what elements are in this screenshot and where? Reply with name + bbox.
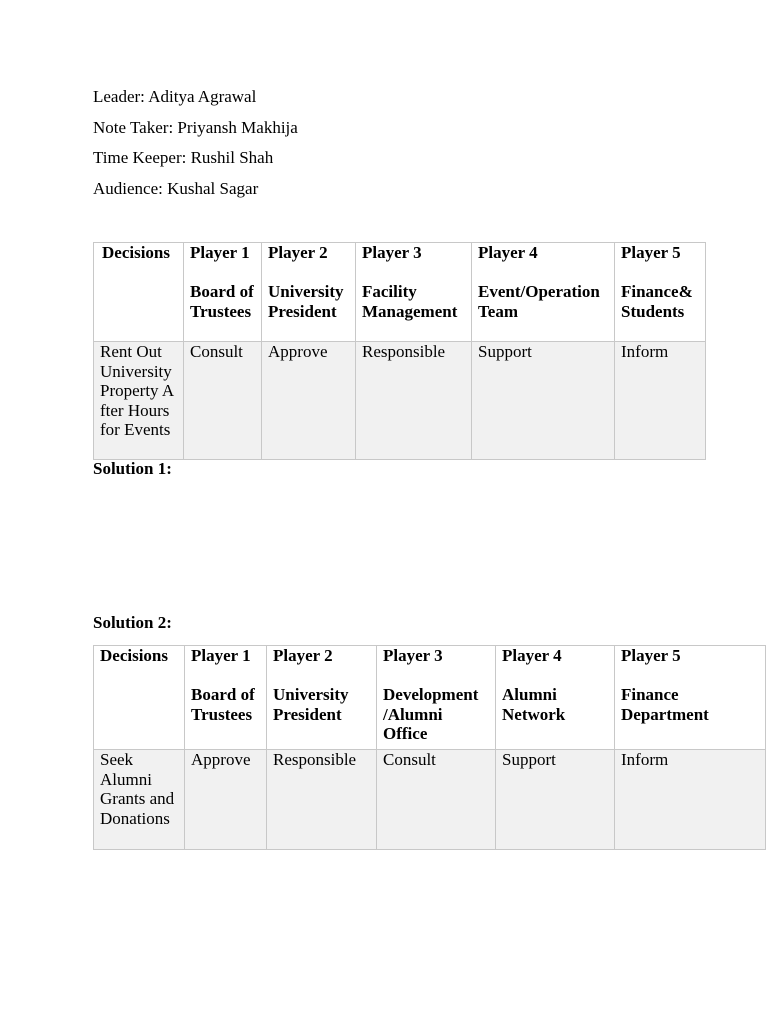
- header-player-4: [472, 243, 615, 342]
- player-2-cell: Approve: [262, 342, 356, 460]
- header-player-4: [496, 646, 615, 750]
- player-role: Facility Management: [362, 282, 458, 321]
- player-label: Player 2: [273, 646, 333, 665]
- player-5-cell: Inform: [615, 342, 706, 460]
- player-label: Player 1: [190, 243, 250, 262]
- solution-1-label: Solution 1:: [93, 459, 172, 478]
- header-player-5: [615, 243, 706, 342]
- player-role: University President: [273, 685, 349, 724]
- player-3-cell: Consult: [377, 750, 496, 850]
- header-player-1: [185, 646, 267, 750]
- player-1-cell: Consult: [184, 342, 262, 460]
- decision-cell: Rent Out University Property After Hours for Events: [94, 342, 184, 460]
- header-player-3: [356, 243, 472, 342]
- player-label: Player 5: [621, 243, 681, 262]
- table-row: [94, 342, 706, 460]
- header-player-5: [615, 646, 766, 750]
- player-role: Alumni Network: [502, 685, 566, 724]
- player-label: Player 5: [621, 646, 681, 665]
- player-role: Development /Alumni Office: [383, 685, 479, 744]
- solution-2-label: Solution 2:: [93, 613, 172, 632]
- player-role: University President: [268, 282, 344, 321]
- raci-table-1: [93, 242, 706, 460]
- player-5-cell: Inform: [615, 750, 766, 850]
- header-player-3: [377, 646, 496, 750]
- player-4-cell: Support: [472, 342, 615, 460]
- player-label: Player 3: [383, 646, 443, 665]
- player-4-cell: Support: [496, 750, 615, 850]
- time-keeper-line: Time Keeper: Rushil Shah: [93, 148, 274, 167]
- meeting-roles: [93, 86, 298, 208]
- header-decisions: [94, 646, 185, 750]
- player-role: Event/Operation Team: [478, 282, 600, 321]
- player-role: Finance Department: [621, 685, 709, 724]
- audience-line: Audience: Kushal Sagar: [93, 178, 259, 198]
- header-decisions-label: Decisions: [102, 243, 170, 262]
- header-player-1: [184, 243, 262, 342]
- table-row: [94, 750, 766, 850]
- player-role: Board of Trustees: [191, 685, 255, 724]
- player-label: Player 2: [268, 243, 328, 262]
- decision-cell: Seek Alumni Grants and Donations: [94, 750, 185, 850]
- player-role: Finance& Students: [621, 282, 693, 321]
- header-player-2: [267, 646, 377, 750]
- player-label: Player 1: [191, 646, 251, 665]
- header-player-2: [262, 243, 356, 342]
- table-header-row: [94, 646, 766, 750]
- player-2-cell: Responsible: [267, 750, 377, 850]
- note-taker-line: Note Taker: Priyansh Makhija: [93, 117, 298, 137]
- player-1-cell: Approve: [185, 750, 267, 850]
- raci-table-2: [93, 645, 766, 850]
- player-label: Player 4: [502, 646, 562, 665]
- player-label: Player 3: [362, 243, 422, 262]
- leader-line: Leader: Aditya Agrawal: [93, 87, 257, 106]
- player-label: Player 4: [478, 243, 538, 262]
- header-decisions: [94, 243, 184, 342]
- header-decisions-label: Decisions: [100, 646, 168, 665]
- table-header-row: [94, 243, 706, 342]
- player-role: Board of Trustees: [190, 282, 254, 321]
- player-3-cell: Responsible: [356, 342, 472, 460]
